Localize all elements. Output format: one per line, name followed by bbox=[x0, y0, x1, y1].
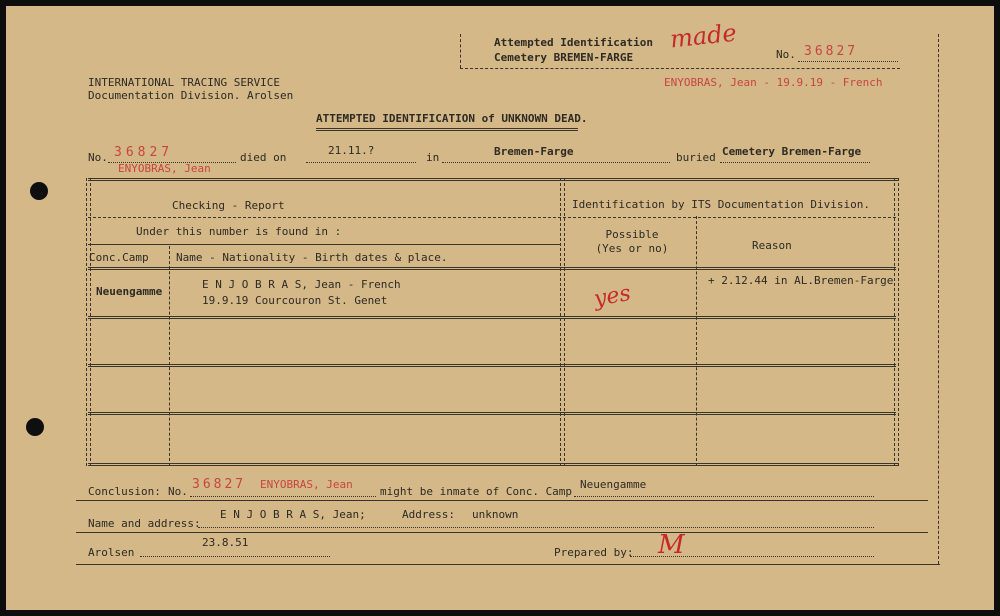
org-line1: INTERNATIONAL TRACING SERVICE bbox=[88, 76, 281, 89]
conclusion-label: Conclusion: bbox=[88, 485, 161, 498]
row2-bottom bbox=[88, 364, 896, 367]
row1-name-line2: 19.9.19 Courcouron St. Genet bbox=[202, 294, 388, 307]
header-row-line bbox=[88, 217, 896, 218]
conclusion-camp-dots bbox=[574, 496, 874, 497]
record-buried-dots bbox=[720, 162, 870, 163]
header-box-bottom-border bbox=[460, 68, 900, 69]
row1-camp: Neuengamme bbox=[96, 285, 163, 298]
form-title: ATTEMPTED IDENTIFICATION of UNKNOWN DEAD. bbox=[316, 112, 588, 125]
document-card bbox=[6, 6, 994, 610]
conclusion-might-be: might be inmate of Conc. Camp bbox=[380, 485, 573, 498]
col-name-header: Name - Nationality - Birth dates & place. bbox=[176, 251, 448, 264]
conclusion-camp: Neuengamme bbox=[580, 478, 647, 491]
conclusion-no-dots bbox=[190, 496, 376, 497]
name-address-rule bbox=[76, 532, 928, 533]
header-person: ENYOBRAS, Jean - 19.9.19 - French bbox=[664, 76, 883, 89]
record-died-label: died on bbox=[240, 151, 287, 164]
prepared-label: Prepared by: bbox=[554, 546, 634, 559]
row1-name-line1: E N J O B R A S, Jean - French bbox=[202, 278, 401, 291]
table-top bbox=[88, 178, 898, 181]
punch-hole-bottom bbox=[26, 418, 44, 436]
under-number-label: Under this number is found in : bbox=[136, 225, 342, 238]
record-buried-value: Cemetery Bremen-Farge bbox=[722, 145, 862, 158]
reason-label: Reason bbox=[752, 239, 792, 252]
record-in-value: Bremen-Farge bbox=[494, 145, 574, 158]
record-in-dots bbox=[442, 162, 670, 163]
record-died-dots bbox=[306, 162, 416, 163]
footer-place: Arolsen bbox=[88, 546, 135, 559]
address-label: Address: bbox=[402, 508, 455, 521]
punch-hole-top bbox=[30, 182, 48, 200]
footer-date-dots bbox=[140, 556, 330, 557]
address-value: unknown bbox=[472, 508, 519, 521]
header-no-label: No. bbox=[776, 48, 796, 61]
table-left-border bbox=[86, 178, 91, 466]
conclusion-no-label: No. bbox=[168, 485, 188, 498]
conclusion-name: ENYOBRAS, Jean bbox=[260, 478, 353, 491]
record-name: ENYOBRAS, Jean bbox=[118, 162, 211, 175]
header-no-dots bbox=[798, 61, 898, 62]
conclusion-no-value: 36827 bbox=[192, 477, 247, 492]
footer-rule bbox=[76, 564, 940, 565]
header-box-left-border bbox=[460, 34, 461, 68]
header-bottom-line bbox=[88, 267, 896, 270]
record-no-label: No. bbox=[88, 151, 108, 164]
col-camp-header: Conc.Camp bbox=[89, 251, 149, 264]
checking-header: Checking - Report bbox=[172, 199, 285, 212]
camp-name-divider bbox=[169, 246, 170, 466]
header-no-value: 36827 bbox=[804, 44, 859, 59]
row1-reason: + 2.12.44 in AL.Bremen-Farge bbox=[708, 274, 894, 287]
possible-reason-divider bbox=[696, 216, 697, 466]
row3-bottom bbox=[88, 412, 896, 415]
conclusion-rule bbox=[76, 500, 928, 501]
prepared-dots bbox=[630, 556, 874, 557]
footer-date: 23.8.51 bbox=[202, 536, 249, 549]
row1-possible: yes bbox=[592, 280, 633, 313]
record-in-label: in bbox=[426, 151, 440, 164]
table-bottom bbox=[88, 463, 898, 466]
title-underline bbox=[316, 128, 578, 131]
record-buried-label: buried bbox=[676, 151, 716, 164]
name-address-value: E N J O B R A S, Jean; bbox=[220, 508, 366, 521]
name-address-label: Name and address: bbox=[88, 517, 201, 530]
header-box-line1: Attempted Identification bbox=[494, 36, 653, 49]
name-address-dots bbox=[198, 527, 874, 528]
row1-bottom bbox=[88, 316, 896, 319]
table-right-border bbox=[894, 178, 899, 466]
possible-label: Possible (Yes or no) bbox=[595, 228, 669, 255]
form-right-border bbox=[938, 34, 939, 564]
made-stamp: made bbox=[668, 18, 738, 54]
record-died-value: 21.11.? bbox=[328, 144, 375, 157]
org-line2: Documentation Division. Arolsen bbox=[88, 89, 294, 102]
prepared-signature: M bbox=[658, 530, 685, 560]
identification-header: Identification by ITS Documentation Division. bbox=[572, 198, 871, 211]
table-mid-divider bbox=[560, 178, 565, 466]
under-number-rule bbox=[88, 244, 560, 245]
record-no-value: 36827 bbox=[114, 145, 174, 160]
header-box-line2: Cemetery BREMEN-FARGE bbox=[494, 51, 634, 64]
